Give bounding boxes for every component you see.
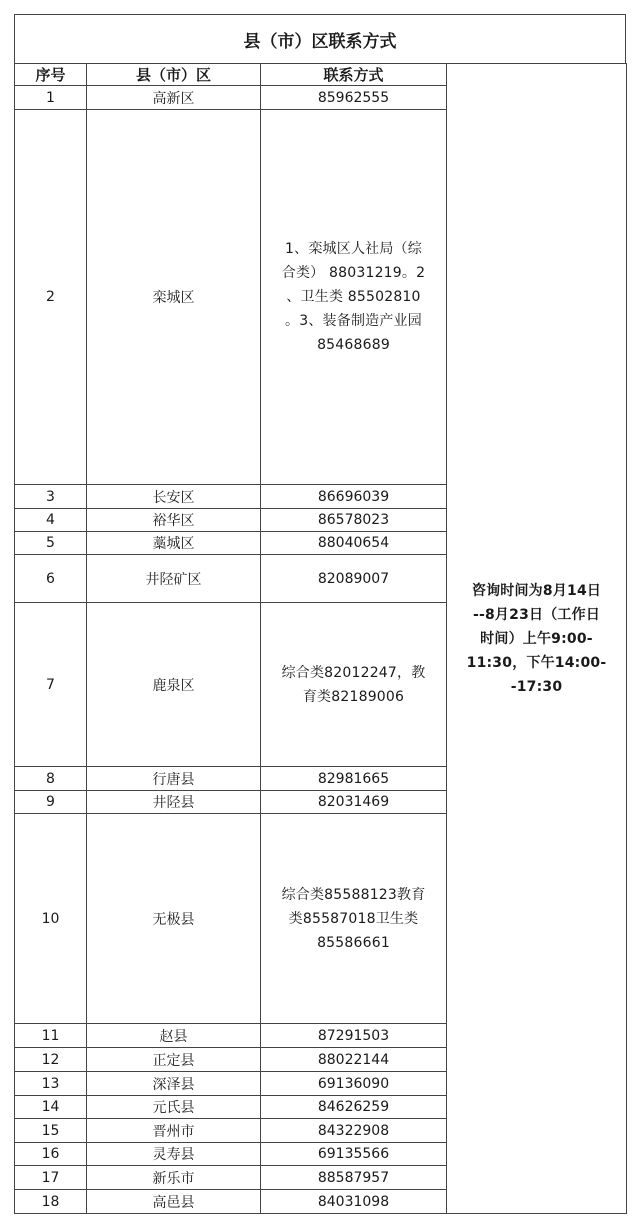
row-district: 高邑县 bbox=[87, 1190, 261, 1214]
row-contact: 88040654 bbox=[261, 532, 447, 555]
table-title: 县（市）区联系方式 bbox=[14, 14, 626, 63]
row-district: 行唐县 bbox=[87, 767, 261, 791]
header-contact: 联系方式 bbox=[261, 64, 447, 86]
row-contact: 82981665 bbox=[261, 767, 447, 791]
row-contact: 88587957 bbox=[261, 1166, 447, 1190]
row-contact: 84322908 bbox=[261, 1119, 447, 1143]
row-district: 鹿泉区 bbox=[87, 603, 261, 767]
row-no: 14 bbox=[15, 1096, 87, 1119]
header-no: 序号 bbox=[15, 64, 87, 86]
row-no: 12 bbox=[15, 1048, 87, 1072]
row-district: 井陉县 bbox=[87, 791, 261, 814]
row-no: 1 bbox=[15, 86, 87, 110]
row-no: 2 bbox=[15, 110, 87, 485]
row-district: 井陉矿区 bbox=[87, 555, 261, 603]
row-no: 5 bbox=[15, 532, 87, 555]
row-no: 16 bbox=[15, 1143, 87, 1166]
row-contact: 综合类85588123教育 类85587018卫生类 85586661 bbox=[261, 814, 447, 1024]
row-no: 7 bbox=[15, 603, 87, 767]
row-district: 栾城区 bbox=[87, 110, 261, 485]
row-contact: 87291503 bbox=[261, 1024, 447, 1048]
row-no: 6 bbox=[15, 555, 87, 603]
row-district: 赵县 bbox=[87, 1024, 261, 1048]
row-district: 深泽县 bbox=[87, 1072, 261, 1096]
row-no: 10 bbox=[15, 814, 87, 1024]
row-district: 无极县 bbox=[87, 814, 261, 1024]
row-contact: 86578023 bbox=[261, 509, 447, 532]
row-district: 藁城区 bbox=[87, 532, 261, 555]
row-district: 正定县 bbox=[87, 1048, 261, 1072]
row-contact: 综合类82012247，教 育类82189006 bbox=[261, 603, 447, 767]
row-district: 长安区 bbox=[87, 485, 261, 509]
row-no: 13 bbox=[15, 1072, 87, 1096]
row-contact: 82089007 bbox=[261, 555, 447, 603]
row-contact: 85962555 bbox=[261, 86, 447, 110]
row-contact: 82031469 bbox=[261, 791, 447, 814]
contact-table bbox=[14, 63, 627, 1214]
row-contact: 86696039 bbox=[261, 485, 447, 509]
row-no: 17 bbox=[15, 1166, 87, 1190]
row-district: 晋州市 bbox=[87, 1119, 261, 1143]
row-contact: 69135566 bbox=[261, 1143, 447, 1166]
row-contact: 84626259 bbox=[261, 1096, 447, 1119]
row-district: 裕华区 bbox=[87, 509, 261, 532]
row-district: 灵寿县 bbox=[87, 1143, 261, 1166]
row-no: 11 bbox=[15, 1024, 87, 1048]
row-no: 15 bbox=[15, 1119, 87, 1143]
row-contact: 69136090 bbox=[261, 1072, 447, 1096]
row-district: 元氏县 bbox=[87, 1096, 261, 1119]
header-district: 县（市）区 bbox=[87, 64, 261, 86]
row-no: 4 bbox=[15, 509, 87, 532]
row-no: 18 bbox=[15, 1190, 87, 1214]
row-contact: 1、栾城区人社局（综 合类） 88031219。2 、卫生类 85502810 。3、装备制造产业园 85468689 bbox=[261, 110, 447, 485]
row-no: 3 bbox=[15, 485, 87, 509]
row-contact: 88022144 bbox=[261, 1048, 447, 1072]
row-no: 9 bbox=[15, 791, 87, 814]
consult-time-note: 咨询时间为8月14日 --8月23日（工作日 时间）上午9:00- 11:30，下午14:00- -17:30 bbox=[447, 64, 627, 1214]
header-row bbox=[15, 64, 627, 86]
row-district: 高新区 bbox=[87, 86, 261, 110]
row-no: 8 bbox=[15, 767, 87, 791]
row-contact: 84031098 bbox=[261, 1190, 447, 1214]
row-district: 新乐市 bbox=[87, 1166, 261, 1190]
